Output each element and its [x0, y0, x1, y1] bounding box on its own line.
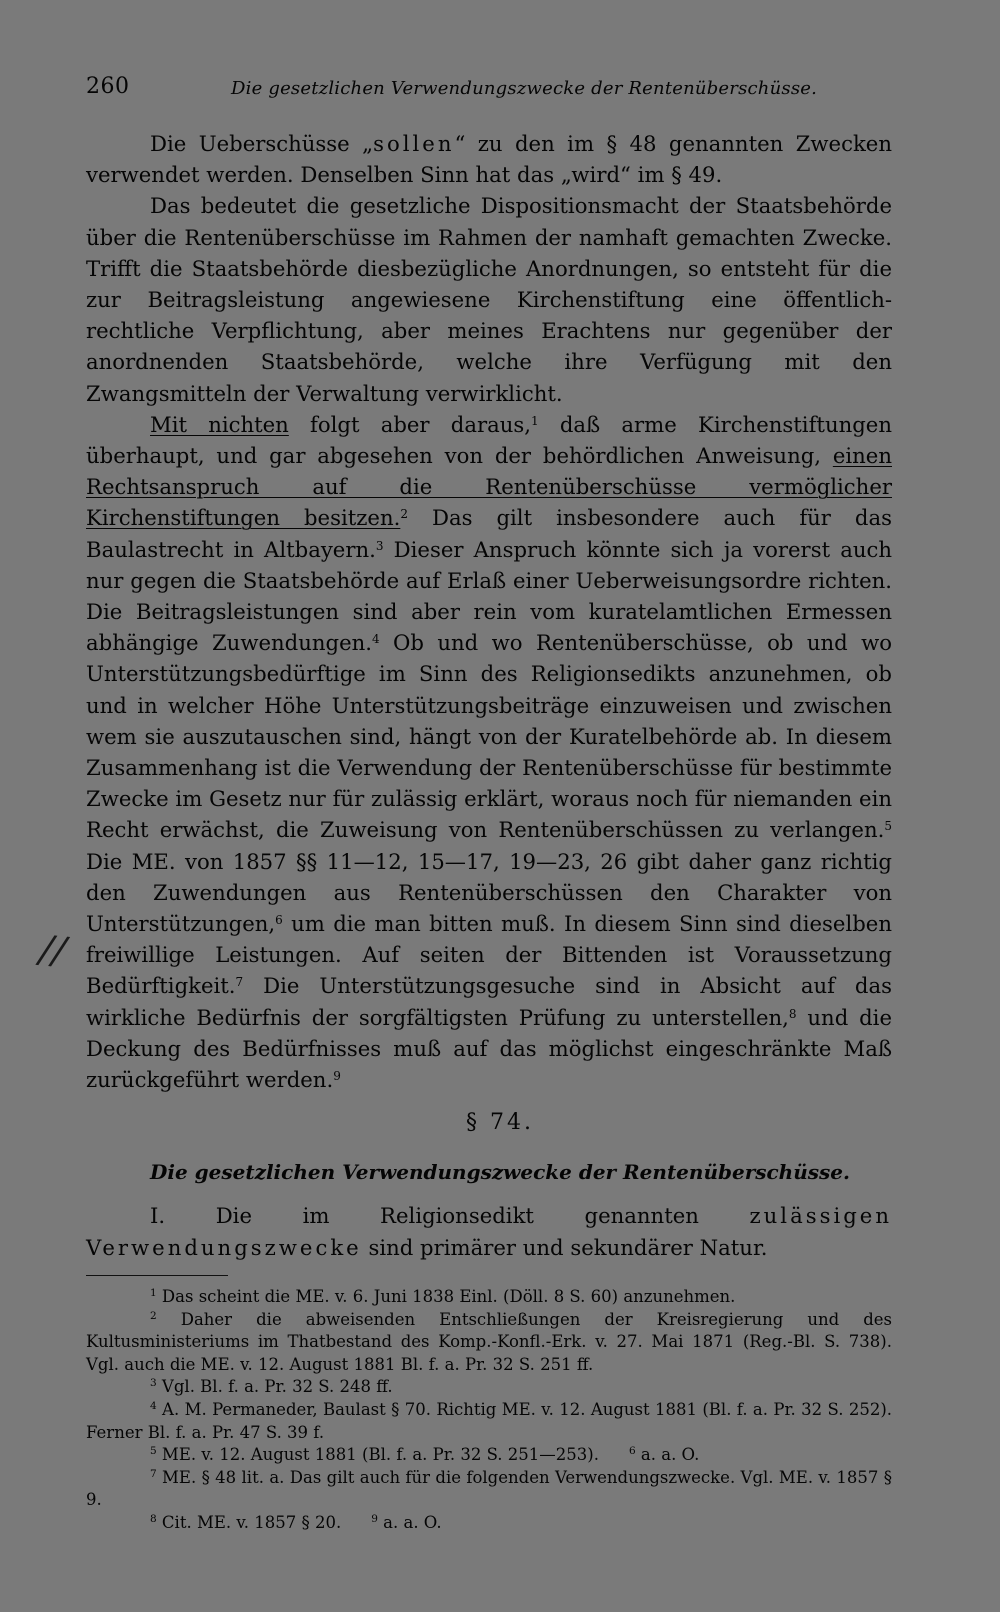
- footnote-marker: 7: [150, 1467, 157, 1480]
- section-lead-paragraph: I. Die im Religionsedikt genannten zulässigen Verwendungszwecke sind primärer und sekundärer Natur.: [86, 1203, 892, 1260]
- footnote-ref-9: 9: [333, 1069, 341, 1084]
- paragraph-2: Das bedeutet die gesetzliche Dispositionsmacht der Staatsbehörde über die Rentenüberschüsse im Rahmen der namhaft gemachten Zwecke. Trifft die Staatsbehörde diesbezügliche Anordnungen, so entsteht für die zur Beitragsleistung angewiesene Kirchenstiftung eine öffentlich-rechtliche Verpflichtung, aber meines Erachtens nur gegenüber der anordnenden Staatsbehörde, welche ihre Verfügung mit den Zwangsmitteln der Verwaltung verwirklicht.: [86, 193, 892, 406]
- footnote-4: $^4$ A. M. Permaneder, Baulast § 70. Richtig ME. v. 12. August 1881 (Bl. f. a. Pr. 32 S. 252). Ferner Bl. f. a. Pr. 47 S. 39 f.: [86, 1399, 892, 1442]
- footnote-ref-1: 1: [530, 413, 539, 428]
- section-title: Die gesetzlichen Verwendungszwecke der Rentenüberschüsse.: [150, 1160, 850, 1184]
- page-header: [86, 70, 906, 110]
- footnote-1: $^1$ Das scheint die ME. v. 6. Juni 1838 Einl. (Döll. 8 S. 60) anzunehmen.: [150, 1287, 736, 1306]
- paragraph-1: Die Ueberschüsse „sollen“ zu den im § 48 genannten Zwecken verwendet werden. Denselben Sinn hat das „wird“ im § 49.: [86, 131, 892, 188]
- footnote-marker: 4: [150, 1399, 157, 1412]
- body-text: [86, 128, 892, 1095]
- footnote-rule: [86, 1275, 228, 1276]
- footnote-ref-8: 8: [788, 1006, 797, 1021]
- underlined-mit-nichten: Mit nichten: [150, 411, 289, 437]
- emphasis-zulaessige: zulässigen Verwendungszwecke: [86, 1203, 892, 1260]
- footnote-ref-3: 3: [375, 538, 384, 553]
- footnotes: [86, 1286, 892, 1535]
- footnote-marker: 1: [150, 1287, 157, 1299]
- footnote-marker: 5: [150, 1445, 157, 1458]
- footnote-ref-2: 2: [400, 507, 408, 522]
- footnote-marker: 6: [628, 1445, 636, 1458]
- emphasis-sollen: sollen: [373, 131, 455, 156]
- footnote-marker: 3: [150, 1377, 157, 1390]
- footnote-3: $^3$ Vgl. Bl. f. a. Pr. 32 S. 248 ff.: [150, 1377, 393, 1397]
- footnote-ref-4: 4: [372, 632, 380, 647]
- paragraph-3: Mit nichten folgt aber daraus,$^1$ daß arme Kirchenstiftungen überhaupt, und gar abgesehen von der behördlichen Anweisung, einen Rechtsanspruch auf die Rentenüberschüsse vermöglicher Kirchenstiftungen besitzen.$^2$ Das gilt insbesondere auch für das Baulastrecht in Altbayern.$^3$ Dieser Anspruch könnte sich ja vorerst auch nur gegen die Staatsbehörde auf Erlaß einer Ueberweisungsordre richten. Die Beitragsleistungen sind aber rein vom kuratelamtlichen Ermessen abhängige Zuwendungen.$^4$ Ob und wo Rentenüberschüsse, ob und wo Unterstützungsbedürftige im Sinn des Religionsedikts anzunehmen, ob und in welcher Höhe Unterstützungsbeiträge einzuweisen und zwischen wem sie auszutauschen sind, hängt von der Kuratelbehörde ab. In diesem Zusammenhang ist die Verwendung der Rentenüberschüsse für bestimmte Zwecke im Gesetz nur für zulässig erklärt, woraus noch für niemanden ein Recht erwächst, die Zuweisung von Rentenüberschüssen zu verlangen.$^5$ Die ME. von 1857 §§ 11—12, 15—17, 19—23, 26 gibt daher ganz richtig den Zuwendungen aus Rentenüberschüssen den Charakter von Unterstützungen,$^6$ um die man bitten muß. In diesem Sinn sind dieselben freiwillige Leistungen. Auf seiten der Bittenden ist Voraussetzung Bedürftigkeit.$^7$ Die Unterstützungsgesuche sind in Absicht auf das wirkliche Bedürfnis der sorgfältigsten Prüfung zu unterstellen,$^8$ und die Deckung des Bedürfnisses muß auf das möglichst eingeschränkte Maß zurückgeführt werden.$^9$: [86, 411, 893, 1093]
- page-number: 260: [86, 74, 130, 99]
- footnote-8-9: $^8$ Cit. ME. v. 1857 § 20. $^9$ a. a. O.: [150, 1512, 442, 1532]
- footnote-ref-5: 5: [884, 819, 892, 834]
- footnote-marker: 2: [150, 1309, 157, 1322]
- footnote-marker: 9: [371, 1512, 378, 1525]
- footnote-marker: 8: [150, 1512, 157, 1525]
- section-number: § 74.: [466, 1110, 534, 1135]
- footnote-2: $^2$ Daher die abweisenden Entschließungen der Kreisregierung und des Kultusministeriums im Thatbestand des Komp.-Konfl.-Erk. v. 27. Mai 1871 (Reg.-Bl. S. 738). Vgl. auch die ME. v. 12. August 1881 Bl. f. a. Pr. 32 S. 251 ff.: [86, 1309, 892, 1374]
- underlined-rechtsanspruch: einen Rechtsanspruch auf die Rentenüberschüsse vermöglicher Kirchenstiftungen besitzen.: [86, 443, 892, 531]
- footnote-ref-7: 7: [235, 975, 244, 990]
- footnote-5-6: $^5$ ME. v. 12. August 1881 (Bl. f. a. Pr. 32 S. 251—253). $^6$ a. a. O.: [150, 1445, 700, 1465]
- handwritten-margin-mark: //: [37, 926, 68, 974]
- footnote-7: $^7$ ME. § 48 lit. a. Das gilt auch für die folgenden Verwendungszwecke. Vgl. ME. v. 1857 § 9.: [86, 1467, 892, 1510]
- running-head: Die gesetzlichen Verwendungszwecke der Rentenüberschüsse.: [231, 78, 818, 99]
- footnote-ref-6: 6: [275, 913, 283, 928]
- section-lead: [86, 1200, 892, 1264]
